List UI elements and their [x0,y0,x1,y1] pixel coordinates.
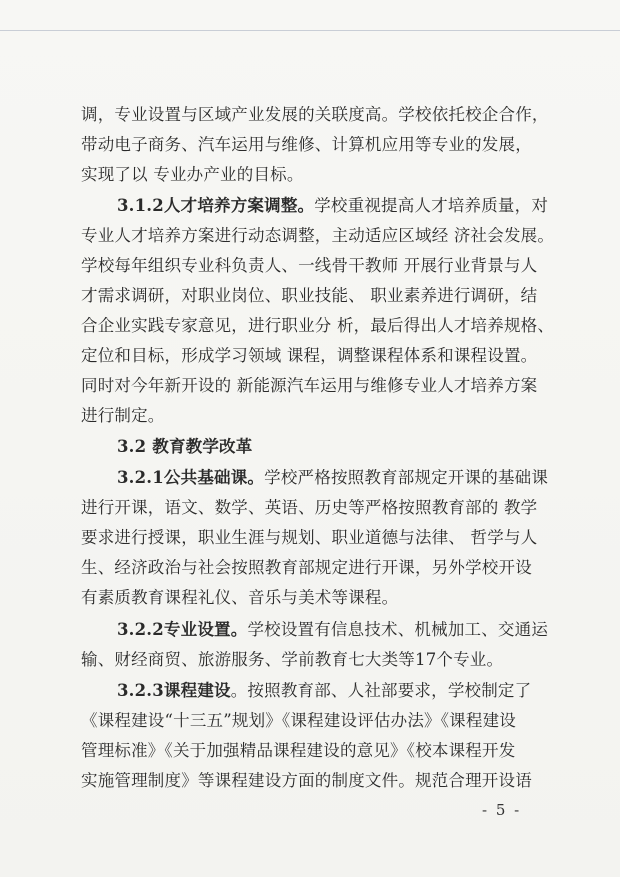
text-line [81,285,537,307]
line-text: 定位和目标，形成学习领域 课程，调整课程体系和课程设置。 [81,346,538,365]
text-line [81,527,537,549]
line-text: 带动电子商务、汽车运用与维修、计算机应用等专业的发展， [81,135,532,154]
line-text: 学校重视提高人才培养质量，对 [314,196,549,215]
text-line [81,375,537,397]
line-text: 有素质教育课程礼仪、音乐与美术等课程。 [81,588,399,607]
text-line [81,649,503,671]
line-text: 生、经济政治与社会按照教育部规定进行开课，另外学校开设 [81,558,532,577]
line-text: 学校严格按照教育部规定开课的基础课 [264,468,549,487]
section-heading: 3.1.2人才培养方案调整。 [117,196,315,215]
text-line [117,436,252,458]
page-number: - 5 - [482,801,522,819]
text-line [117,680,531,702]
line-text: 学校设置有信息技术、机械加工、交通运 [247,620,549,639]
text-line [81,164,304,186]
text-line [81,345,537,367]
text-line [81,315,554,337]
header-rule [0,30,620,31]
line-text: 要求进行授课，职业生涯与规划、职业道德与法律、 哲学与人 [81,528,538,547]
text-line [81,255,537,277]
line-text: 学校每年组织专业科负责人、一线骨干教师 开展行业背景与人 [81,256,538,275]
text-line [81,740,515,762]
text-line [81,405,165,427]
text-line [81,557,532,579]
text-line [81,134,532,156]
line-text: 合企业实践专家意见，进行职业分 析，最后得出人才培养规格、 [81,316,555,335]
line-text: 《课程建设“十三五”规划》《课程建设评估办法》《课程建设 [81,711,516,730]
line-text: 才需求调研，对职业岗位、职业技能、 职业素养进行调研，结 [81,286,538,305]
line-text: 输、财经商贸、旅游服务、学前教育七大类等17个专业。 [81,650,504,669]
line-text: 实施管理制度》等课程建设方面的制度文件。规范合理开设语 [81,771,532,790]
line-text: 管理标准》《关于加强精品课程建设的意见》《校本课程开发 [81,741,516,760]
text-line [81,710,516,732]
text-line [81,104,549,126]
line-text: 专业人才培养方案进行动态调整，主动适应区域经 济社会发展。 [81,226,555,245]
line-text: 实现了以 专业办产业的目标。 [81,165,304,184]
line-text: 调，专业设置与区域产业发展的关联度高。学校依托校企合作， [81,105,549,124]
line-text: 进行开课，语文、数学、英语、历史等严格按照教育部的 教学 [81,498,538,517]
text-line [117,619,548,641]
section-heading: 3.2.1公共基础课。 [117,468,265,487]
text-line [81,497,537,519]
text-line [81,587,398,609]
text-line [81,225,554,247]
line-text: 同时对今年新开设的 新能源汽车运用与维修专业人才培养方案 [81,376,538,395]
section-heading: 3.2.2专业设置。 [117,620,248,639]
line-text: 。按照教育部、人社部要求，学校制定了 [230,681,532,700]
line-text: 进行制定。 [81,406,165,425]
section-heading: 3.2.3课程建设 [117,681,231,700]
text-line [117,467,548,489]
text-line [117,195,548,217]
text-line [81,770,532,792]
section-heading: 3.2 教育教学改革 [117,437,253,456]
